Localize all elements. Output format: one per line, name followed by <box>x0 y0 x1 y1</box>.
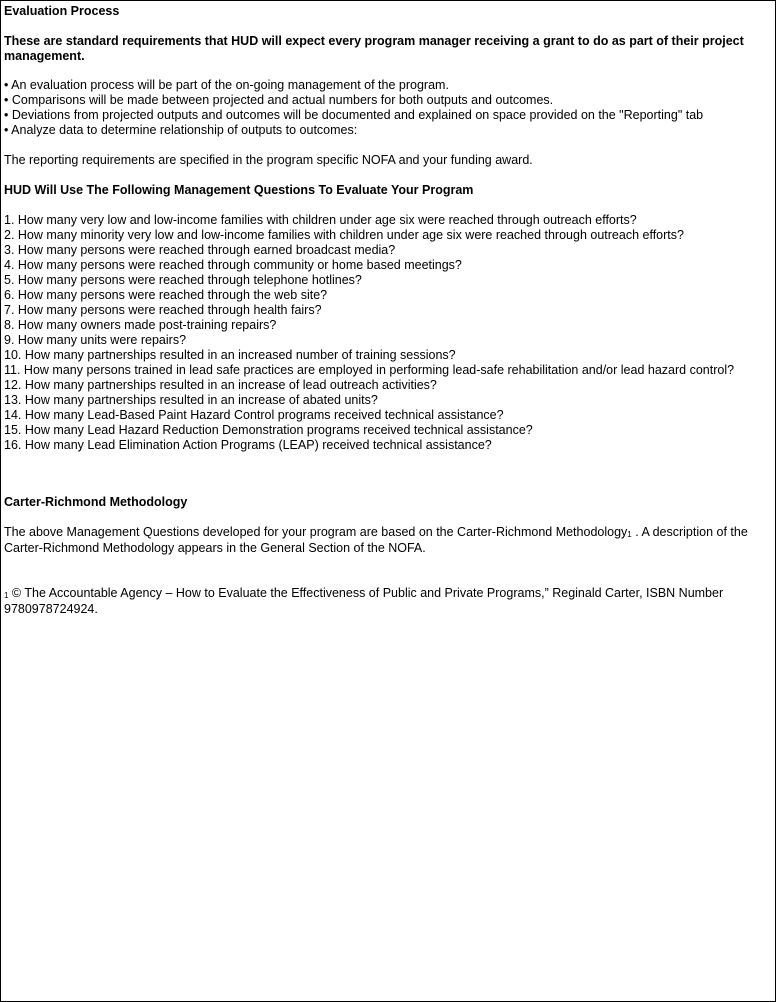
question-item: 3. How many persons were reached through earned broadcast media? <box>4 243 396 257</box>
bullet-item: • Comparisons will be made between projected and actual numbers for both outputs and outcomes. <box>4 93 554 107</box>
footnote: $^1$ © The Accountable Agency – How to Evaluate the Effectiveness of Public and Private Programs,” Reginald Carter, ISBN Number 9780978724924. <box>4 586 724 616</box>
question-item: 2. How many minority very low and low-income families with children under age six were reached through outreach efforts? <box>4 228 684 242</box>
question-item: 13. How many partnerships resulted in an increase of abated units? <box>4 393 378 407</box>
question-item: 10. How many partnerships resulted in an increased number of training sessions? <box>4 348 456 362</box>
intro-text: These are standard requirements that HUD will expect every program manager receiving a grant to do as part of their project management. <box>4 34 744 63</box>
question-item: 4. How many persons were reached through community or home based meetings? <box>4 258 462 272</box>
question-item: 12. How many partnerships resulted in an increase of lead outreach activities? <box>4 378 437 392</box>
question-item: 9. How many units were repairs? <box>4 333 187 347</box>
bullet-list <box>4 78 772 138</box>
questions-list <box>4 213 772 453</box>
question-item: 8. How many owners made post-training repairs? <box>4 318 277 332</box>
reporting-text: The reporting requirements are specified in the program specific NOFA and your funding award. <box>4 153 533 167</box>
bullet-item: • An evaluation process will be part of the on-going management of the program. <box>4 78 449 92</box>
page-title: Evaluation Process <box>4 4 120 18</box>
bullet-item: • Analyze data to determine relationship of outputs to outcomes: <box>4 123 358 137</box>
question-item: 6. How many persons were reached through the web site? <box>4 288 328 302</box>
question-item: 11. How many persons trained in lead safe practices are employed in performing lead-safe rehabilitation and/or lead hazard control? <box>4 363 735 377</box>
question-item: 16. How many Lead Elimination Action Programs (LEAP) received technical assistance? <box>4 438 492 452</box>
bullet-item: • Deviations from projected outputs and outcomes will be documented and explained on space provided on the "Reporting" tab <box>4 108 704 122</box>
questions-heading: HUD Will Use The Following Management Questions To Evaluate Your Program <box>4 183 474 197</box>
footnote-marker: 1 <box>4 591 9 600</box>
methodology-text: The above Management Questions developed for your program are based on the Carter-Richmond Methodology$^1$ . A description of the Carter-Richmond Methodology appears in the General Section of the NOFA. <box>4 525 748 555</box>
question-item: 7. How many persons were reached through health fairs? <box>4 303 322 317</box>
methodology-heading: Carter-Richmond Methodology <box>4 495 188 509</box>
question-item: 15. How many Lead Hazard Reduction Demonstration programs received technical assistance? <box>4 423 533 437</box>
question-item: 1. How many very low and low-income families with children under age six were reached through outreach efforts? <box>4 213 637 227</box>
question-item: 5. How many persons were reached through telephone hotlines? <box>4 273 362 287</box>
footnote-reference: 1 <box>627 530 632 539</box>
question-item: 14. How many Lead-Based Paint Hazard Control programs received technical assistance? <box>4 408 504 422</box>
